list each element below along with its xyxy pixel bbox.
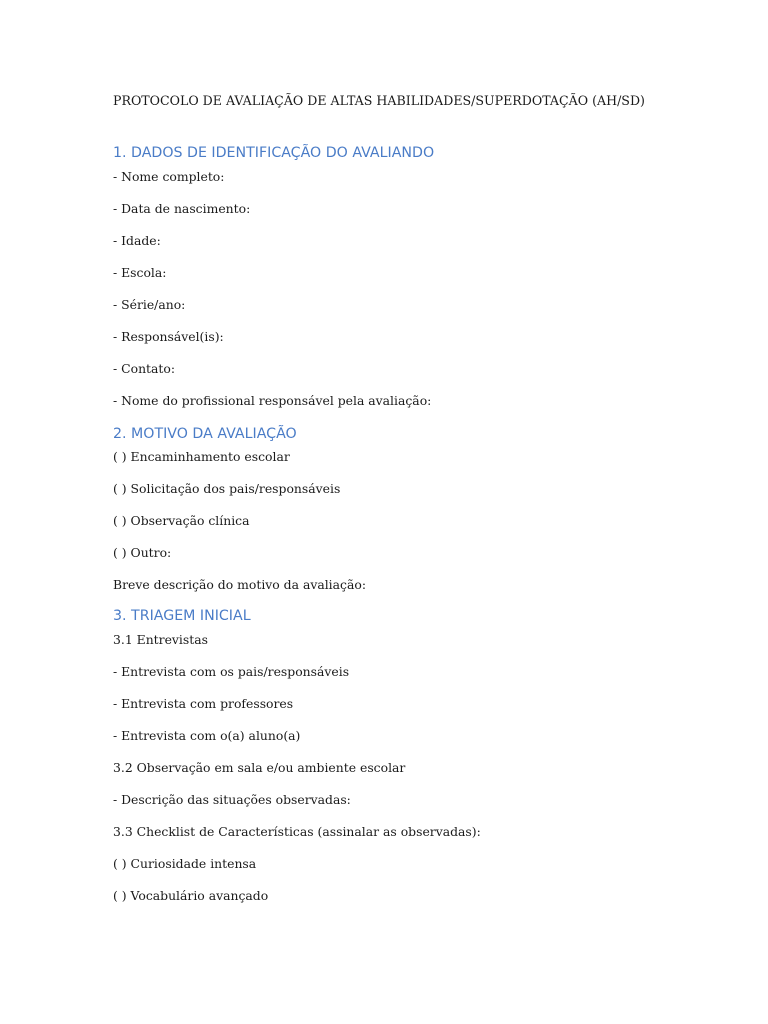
item-entrevista-professores: - Entrevista com professores — [113, 696, 294, 711]
field-descricao-motivo: Breve descrição do motivo da avaliação: — [113, 577, 366, 592]
checklist-vocabulario-avancado: ( ) Vocabulário avançado — [113, 888, 269, 903]
option-encaminhamento-escolar: ( ) Encaminhamento escolar — [113, 449, 290, 464]
field-nome-completo: - Nome completo: — [113, 169, 225, 184]
checklist-curiosidade-intensa: ( ) Curiosidade intensa — [113, 856, 257, 871]
subsection-observacao-sala: 3.2 Observação em sala e/ou ambiente escolar — [113, 760, 406, 775]
document-title: PROTOCOLO DE AVALIAÇÃO DE ALTAS HABILIDADES/SUPERDOTAÇÃO (AH/SD) — [113, 93, 645, 108]
section-heading-motivo: 2. MOTIVO DA AVALIAÇÃO — [113, 426, 297, 442]
field-responsaveis: - Responsável(is): — [113, 329, 224, 344]
field-contato: - Contato: — [113, 361, 176, 376]
field-idade: - Idade: — [113, 233, 161, 248]
option-observacao-clinica: ( ) Observação clínica — [113, 513, 250, 528]
field-data-nascimento: - Data de nascimento: — [113, 201, 251, 216]
subsection-entrevistas: 3.1 Entrevistas — [113, 632, 208, 647]
field-escola: - Escola: — [113, 265, 167, 280]
section-heading-triagem: 3. TRIAGEM INICIAL — [113, 608, 251, 624]
item-entrevista-pais: - Entrevista com os pais/responsáveis — [113, 664, 350, 679]
field-profissional-responsavel: - Nome do profissional responsável pela avaliação: — [113, 393, 432, 408]
item-descricao-situacoes: - Descrição das situações observadas: — [113, 792, 351, 807]
field-serie-ano: - Série/ano: — [113, 297, 186, 312]
option-outro: ( ) Outro: — [113, 545, 172, 560]
item-entrevista-aluno: - Entrevista com o(a) aluno(a) — [113, 728, 301, 743]
subsection-checklist: 3.3 Checklist de Características (assinalar as observadas): — [113, 824, 481, 839]
option-solicitacao-pais: ( ) Solicitação dos pais/responsáveis — [113, 481, 341, 496]
section-heading-identificacao: 1. DADOS DE IDENTIFICAÇÃO DO AVALIANDO — [113, 145, 435, 161]
